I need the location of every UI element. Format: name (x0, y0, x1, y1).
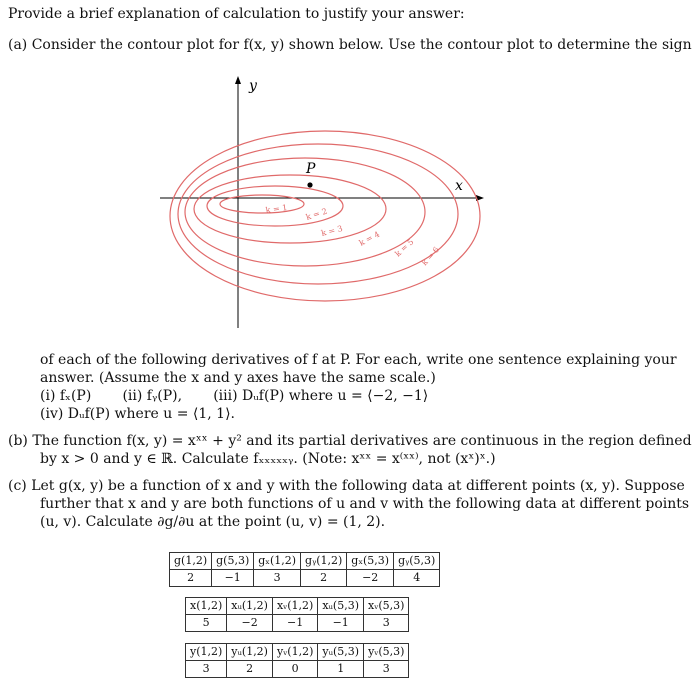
table-value-cell: 2 (227, 661, 273, 678)
part-b-line2: by x > 0 and y ∈ ℝ. Calculate fₓₓₓₓₓᵧ. (Note: xˣˣ = x⁽ˣˣ⁾, not (xˣ)ˣ.) (40, 451, 496, 467)
instructions-header: Provide a brief explanation of calculation to justify your answer: (8, 6, 465, 22)
table-header-cell: xᵥ(5,3) (364, 598, 409, 615)
table-value-cell: −2 (347, 570, 394, 587)
contour-k4 (185, 158, 425, 266)
g-data-table (169, 552, 440, 587)
table-value-cell: 3 (254, 570, 301, 587)
contour-label-k2: k = 2 (304, 206, 329, 222)
table-header-cell: xᵤ(1,2) (227, 598, 273, 615)
table-header-cell: gᵧ(1,2) (301, 553, 347, 570)
part-c-line2: further that x and y are both functions of u and v with the following data at different points (40, 496, 690, 512)
table-value-cell: 2 (301, 570, 347, 587)
point-p-marker (307, 182, 312, 187)
table-header-row (170, 553, 440, 570)
table-header-cell: y(1,2) (186, 644, 227, 661)
table-header-cell: yᵤ(1,2) (227, 644, 273, 661)
table-value-cell: 5 (186, 615, 227, 632)
table-header-cell: yᵥ(1,2) (272, 644, 317, 661)
table-header-row (186, 598, 409, 615)
table-header-cell: xᵥ(1,2) (272, 598, 317, 615)
x-axis-label: x (455, 178, 463, 194)
table-value-cell: 3 (364, 615, 409, 632)
table-header-cell: gₓ(1,2) (254, 553, 301, 570)
y-axis-arrowhead (235, 76, 241, 84)
table-header-cell: gᵧ(5,3) (394, 553, 440, 570)
contour-plot (0, 58, 695, 358)
table-value-row (186, 661, 409, 678)
table-value-cell: 2 (170, 570, 212, 587)
x-data-table (185, 597, 409, 632)
part-c-line3: (u, v). Calculate ∂g/∂u at the point (u, v) = (1, 2). (40, 514, 386, 530)
table-value-cell: 3 (364, 661, 409, 678)
contour-label-k6: k = 6 (419, 245, 442, 268)
point-p-label: P (306, 161, 316, 177)
part-b-line1: (b) The function f(x, y) = xˣˣ + y² and its partial derivatives are continuous in the region defined (8, 433, 692, 449)
table-value-cell: 0 (272, 661, 317, 678)
part-a-item-iv: (iv) Dᵤf(P) where u = ⟨1, 1⟩. (40, 406, 235, 422)
table-value-row (170, 570, 440, 587)
y-axis-label: y (249, 78, 257, 94)
table-value-cell: −2 (227, 615, 273, 632)
table-value-cell: 4 (394, 570, 440, 587)
part-a-items-row: (i) fₓ(P) (ii) fᵧ(P), (iii) Dᵤf(P) where u = ⟨−2, −1⟩ (40, 388, 429, 404)
y-data-table (185, 643, 409, 678)
contour-label-k4: k = 4 (357, 229, 382, 248)
table-value-cell: −1 (272, 615, 317, 632)
part-a-line2: answer. (Assume the x and y axes have the same scale.) (40, 370, 436, 386)
table-value-cell: 1 (318, 661, 364, 678)
table-value-row (186, 615, 409, 632)
table-value-cell: −1 (212, 570, 254, 587)
table-value-cell: 3 (186, 661, 227, 678)
table-header-cell: xᵤ(5,3) (318, 598, 364, 615)
contour-label-k3: k = 3 (320, 223, 344, 238)
contour-k3 (194, 175, 386, 243)
table-value-cell: −1 (318, 615, 364, 632)
table-header-cell: gₓ(5,3) (347, 553, 394, 570)
table-header-cell: g(1,2) (170, 553, 212, 570)
table-header-cell: g(5,3) (212, 553, 254, 570)
contour-label-k1: k = 1 (265, 203, 288, 215)
part-c-line1: (c) Let g(x, y) be a function of x and y with the following data at different points (x, y). Suppose (8, 478, 685, 494)
contour-label-k5: k = 5 (393, 237, 416, 259)
part-a-line1: of each of the following derivatives of f at P. For each, write one sentence explaining your (40, 352, 677, 368)
part-a-intro: (a) Consider the contour plot for f(x, y) shown below. Use the contour plot to determine the sign (8, 37, 692, 53)
table-header-cell: yᵥ(5,3) (364, 644, 409, 661)
table-header-row (186, 644, 409, 661)
table-header-cell: x(1,2) (186, 598, 227, 615)
table-header-cell: yᵤ(5,3) (318, 644, 364, 661)
